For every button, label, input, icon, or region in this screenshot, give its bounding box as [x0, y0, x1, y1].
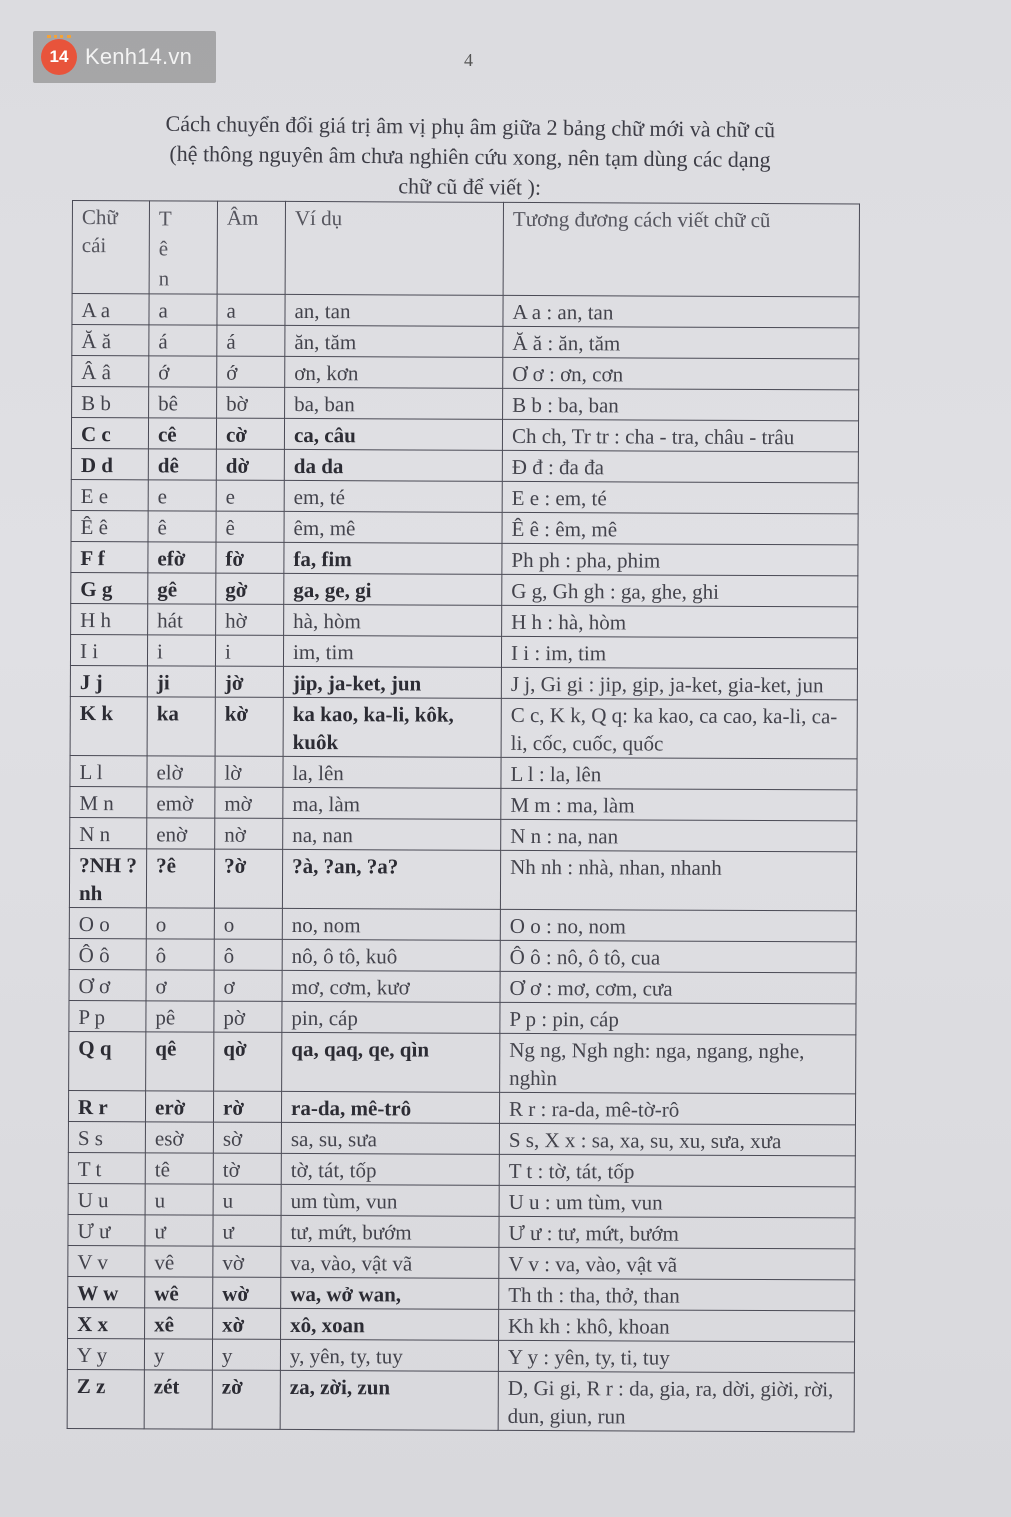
- cell-sound: wờ: [213, 1277, 281, 1308]
- cell-letter: N n: [70, 817, 147, 848]
- table-row: [72, 325, 859, 359]
- cell-old-equivalent: A a : an, tan: [503, 295, 859, 328]
- cell-example: jip, ja-ket, jun: [283, 666, 501, 698]
- cell-letter: Ư ư: [68, 1214, 145, 1245]
- cell-old-equivalent: Kh kh : khô, khoan: [499, 1309, 855, 1342]
- cell-name: xê: [145, 1308, 213, 1339]
- table-row: [71, 510, 858, 544]
- cell-sound: gờ: [216, 573, 284, 604]
- cell-example: wa, wở wan,: [281, 1277, 499, 1309]
- cell-example: ?à, ?an, ?a?: [282, 849, 500, 909]
- table-row: [70, 786, 857, 820]
- table-row: [69, 1000, 856, 1034]
- cell-old-equivalent: I i : im, tim: [501, 636, 857, 669]
- cell-sound: ơ: [214, 970, 282, 1001]
- cell-example: ka kao, ka-li, kôk, kuôk: [283, 697, 501, 757]
- cell-name: efờ: [148, 542, 216, 573]
- cell-example: va, vào, vật vã: [281, 1246, 499, 1278]
- cell-old-equivalent: R r : ra-da, mê-tờ-rô: [499, 1092, 855, 1125]
- cell-old-equivalent: Ph ph : pha, phim: [502, 543, 858, 576]
- cell-old-equivalent: Ch ch, Tr tr : cha - tra, châu - trâu: [502, 419, 858, 452]
- cell-letter: M n: [70, 786, 147, 817]
- table-row: [70, 755, 857, 789]
- cell-old-equivalent: M m : ma, làm: [501, 788, 857, 821]
- document-heading: [80, 108, 861, 206]
- cell-example: an, tan: [285, 294, 503, 326]
- cell-name: qê: [146, 1032, 214, 1091]
- table-header-row: [72, 201, 859, 297]
- cell-sound: ê: [216, 511, 284, 542]
- cell-sound: ?ờ: [214, 849, 282, 908]
- cell-letter: T t: [68, 1152, 145, 1183]
- cell-sound: qờ: [214, 1032, 282, 1091]
- cell-name: e: [148, 480, 216, 511]
- cell-example: fa, fim: [284, 542, 502, 574]
- cell-example: xô, xoan: [281, 1308, 499, 1340]
- cell-old-equivalent: L l : la, lên: [501, 757, 857, 790]
- table-row: [68, 1307, 855, 1341]
- cell-name: á: [149, 325, 217, 356]
- cell-letter: J j: [70, 665, 147, 696]
- cell-name: ji: [147, 666, 215, 697]
- cell-old-equivalent: U u : um tùm, vun: [499, 1185, 855, 1218]
- cell-sound: nờ: [215, 818, 283, 849]
- cell-sound: dờ: [216, 449, 284, 480]
- cell-name: tê: [145, 1153, 213, 1184]
- cell-old-equivalent: C c, K k, Q q: ka kao, ca cao, ka-li, ca-li, cốc, cuốc, quốc: [501, 698, 857, 759]
- cell-name: bê: [149, 387, 217, 418]
- cell-old-equivalent: Ă ă : ăn, tăm: [503, 326, 859, 359]
- cell-example: êm, mê: [284, 511, 502, 543]
- cell-old-equivalent: Đ đ : đa đa: [502, 450, 858, 483]
- cell-letter: B b: [72, 387, 149, 418]
- table-row: [71, 541, 858, 575]
- table-row: [68, 1090, 855, 1124]
- cell-old-equivalent: H h : hà, hòm: [502, 605, 858, 638]
- table-row: [68, 1152, 855, 1186]
- cell-old-equivalent: S s, X x : sa, xa, su, xu, sưa, xưa: [499, 1123, 855, 1156]
- cell-letter: D d: [71, 448, 148, 479]
- cell-name: enờ: [147, 818, 215, 849]
- cell-sound: jờ: [215, 666, 283, 697]
- cell-letter: C c: [71, 418, 148, 449]
- table-row: [68, 1183, 855, 1217]
- cell-sound: zờ: [212, 1370, 280, 1429]
- cell-sound: e: [216, 480, 284, 511]
- watermark-text: Kenh14.vn: [85, 44, 192, 69]
- cell-old-equivalent: V v : va, vào, vật vã: [499, 1247, 855, 1280]
- cell-sound: lờ: [215, 756, 283, 787]
- cell-sound: pờ: [214, 1001, 282, 1032]
- cell-sound: u: [213, 1184, 281, 1215]
- cell-sound: ớ: [217, 356, 285, 387]
- table-row: [67, 1338, 854, 1372]
- cell-name: esờ: [145, 1122, 213, 1153]
- header-old-equivalent: Tương đương cách viết chữ cũ: [503, 202, 859, 297]
- table-row: [69, 848, 856, 910]
- table-row: [71, 603, 858, 637]
- table-row: [72, 294, 859, 328]
- site-watermark: [33, 31, 216, 83]
- cell-letter: Z z: [67, 1369, 144, 1428]
- cell-name: dê: [148, 449, 216, 480]
- header-sound: Âm: [217, 201, 285, 294]
- cell-letter: Y y: [67, 1338, 144, 1369]
- cell-old-equivalent: J j, Gi gi : jip, gip, ja-ket, gia-ket, jun: [501, 667, 857, 700]
- cell-letter: Ă ă: [72, 325, 149, 356]
- cell-old-equivalent: D, Gi gi, R r : da, gia, ra, dời, giời, rời, dun, giun, run: [498, 1371, 854, 1432]
- cell-name: zét: [144, 1370, 212, 1429]
- cell-sound: bờ: [217, 387, 285, 418]
- cell-name: emờ: [147, 787, 215, 818]
- cell-old-equivalent: Ô ô : nô, ô tô, cua: [500, 940, 856, 973]
- kenh14-logo-icon: 14: [41, 39, 77, 75]
- cell-name: erờ: [145, 1091, 213, 1122]
- cell-sound: ư: [213, 1215, 281, 1246]
- cell-name: y: [144, 1339, 212, 1370]
- cell-example: y, yên, ty, tuy: [280, 1339, 498, 1371]
- cell-old-equivalent: Ơ ơ : mơ, cơm, cưa: [500, 971, 856, 1004]
- cell-letter: X x: [68, 1307, 145, 1338]
- cell-sound: sờ: [213, 1122, 281, 1153]
- cell-old-equivalent: B b : ba, ban: [503, 388, 859, 421]
- cell-letter: V v: [68, 1245, 145, 1276]
- cell-sound: hờ: [216, 604, 284, 635]
- cell-name: i: [147, 635, 215, 666]
- alphabet-conversion-table: [67, 200, 860, 1432]
- cell-example: im, tim: [283, 635, 501, 667]
- cell-old-equivalent: Th th : tha, thở, than: [499, 1278, 855, 1311]
- cell-old-equivalent: T t : tờ, tát, tốp: [499, 1154, 855, 1187]
- cell-example: ăn, tăm: [285, 325, 503, 357]
- table-row: [68, 1276, 855, 1310]
- cell-example: ra-da, mê-trô: [281, 1091, 499, 1123]
- cell-sound: rờ: [213, 1091, 281, 1122]
- header-name: [149, 201, 217, 294]
- heading-line: Cách chuyển đổi giá trị âm vị phụ âm giữa 2 bảng chữ mới và chữ cũ: [165, 110, 776, 143]
- table-body: [67, 201, 859, 1432]
- cell-example: na, nan: [283, 818, 501, 850]
- cell-example: pin, cáp: [282, 1001, 500, 1033]
- cell-example: za, zời, zun: [280, 1370, 498, 1430]
- cell-letter: H h: [71, 603, 148, 634]
- cell-example: um tùm, vun: [281, 1184, 499, 1216]
- cell-letter: I i: [70, 634, 147, 665]
- cell-name: ê: [148, 511, 216, 542]
- table-row: [72, 387, 859, 421]
- cell-letter: W w: [68, 1276, 145, 1307]
- cell-name: u: [145, 1184, 213, 1215]
- cell-name: ka: [147, 697, 215, 756]
- cell-example: ca, câu: [284, 418, 502, 450]
- cell-name: o: [146, 908, 214, 939]
- heading-line: (hệ thông nguyên âm chưa nghiên cứu xong, nên tạm dùng các dạng: [169, 140, 771, 173]
- cell-name: ơ: [146, 970, 214, 1001]
- cell-sound: xờ: [213, 1308, 281, 1339]
- cell-example: em, té: [284, 480, 502, 512]
- cell-letter: Ô ô: [69, 938, 146, 969]
- table-row: [69, 1031, 856, 1093]
- cell-sound: mờ: [215, 787, 283, 818]
- cell-sound: a: [217, 294, 285, 325]
- cell-name: elờ: [147, 756, 215, 787]
- cell-letter: Â â: [72, 356, 149, 387]
- cell-example: nô, ô tô, kuô: [282, 939, 500, 971]
- cell-name: ư: [145, 1215, 213, 1246]
- cell-letter: ?NH ?nh: [69, 848, 146, 907]
- cell-letter: U u: [68, 1183, 145, 1214]
- cell-example: la, lên: [283, 756, 501, 788]
- cell-sound: vờ: [213, 1246, 281, 1277]
- cell-example: mơ, cơm, kươ: [282, 970, 500, 1002]
- cell-old-equivalent: Y y : yên, ty, ti, tuy: [498, 1340, 854, 1373]
- header-letter: Chữ cái: [72, 201, 149, 294]
- cell-old-equivalent: O o : no, nom: [500, 909, 856, 942]
- cell-letter: A a: [72, 294, 149, 325]
- table-row: [71, 572, 858, 606]
- cell-letter: O o: [69, 907, 146, 938]
- table-row: [71, 448, 858, 482]
- cell-example: ba, ban: [285, 387, 503, 419]
- cell-old-equivalent: E e : em, té: [502, 481, 858, 514]
- cell-name: vê: [145, 1246, 213, 1277]
- cell-example: no, nom: [282, 908, 500, 940]
- cell-letter: F f: [71, 541, 148, 572]
- cell-letter: Q q: [69, 1031, 146, 1090]
- cell-example: ma, làm: [283, 787, 501, 819]
- cell-name: ớ: [149, 356, 217, 387]
- cell-letter: E e: [71, 479, 148, 510]
- table-row: [71, 418, 858, 452]
- cell-sound: ô: [214, 939, 282, 970]
- cell-name: hát: [148, 604, 216, 635]
- cell-sound: cờ: [216, 418, 284, 449]
- cell-name: gê: [148, 573, 216, 604]
- header-name-text: T ê n: [158, 206, 172, 291]
- heading-line: chữ cũ để viết ):: [398, 173, 542, 200]
- table-row: [69, 907, 856, 941]
- table-row: [70, 665, 857, 699]
- cell-old-equivalent: N n : na, nan: [501, 819, 857, 852]
- table-row: [69, 938, 856, 972]
- cell-sound: o: [214, 908, 282, 939]
- cell-name: a: [149, 294, 217, 325]
- cell-letter: Ơ ơ: [69, 969, 146, 1000]
- cell-letter: G g: [71, 572, 148, 603]
- cell-example: hà, hòm: [284, 604, 502, 636]
- cell-example: qa, qaq, qe, qìn: [282, 1032, 500, 1092]
- cell-sound: i: [215, 635, 283, 666]
- cell-letter: R r: [68, 1090, 145, 1121]
- cell-letter: P p: [69, 1000, 146, 1031]
- cell-old-equivalent: G g, Gh gh : ga, ghe, ghi: [502, 574, 858, 607]
- table-row: [70, 817, 857, 851]
- cell-letter: Ê ê: [71, 510, 148, 541]
- cell-example: ơn, kơn: [285, 356, 503, 388]
- cell-sound: tờ: [213, 1153, 281, 1184]
- cell-example: tờ, tát, tốp: [281, 1153, 499, 1185]
- cell-example: tư, mứt, bướm: [281, 1215, 499, 1247]
- table-row: [71, 479, 858, 513]
- cell-sound: fờ: [216, 542, 284, 573]
- cell-sound: á: [217, 325, 285, 356]
- cell-name: cê: [148, 418, 216, 449]
- table-row: [68, 1121, 855, 1155]
- cell-old-equivalent: Ng ng, Ngh ngh: nga, ngang, nghe, nghìn: [500, 1033, 856, 1094]
- cell-old-equivalent: Ơ ơ : ơn, cơn: [503, 357, 859, 390]
- page-number: 4: [464, 50, 473, 70]
- table-row: [69, 969, 856, 1003]
- header-example: Ví dụ: [285, 201, 503, 295]
- table-row: [68, 1245, 855, 1279]
- table-row: [67, 1369, 854, 1431]
- table-row: [72, 356, 859, 390]
- cell-name: wê: [145, 1277, 213, 1308]
- cell-example: sa, su, sưa: [281, 1122, 499, 1154]
- cell-name: pê: [146, 1001, 214, 1032]
- cell-name: ô: [146, 939, 214, 970]
- table-row: [70, 696, 857, 758]
- cell-sound: y: [212, 1339, 280, 1370]
- cell-example: da da: [284, 449, 502, 481]
- cell-sound: kờ: [215, 697, 283, 756]
- table-row: [68, 1214, 855, 1248]
- table-row: [70, 634, 857, 668]
- cell-letter: L l: [70, 755, 147, 786]
- cell-example: ga, ge, gi: [284, 573, 502, 605]
- cell-old-equivalent: Ê ê : êm, mê: [502, 512, 858, 545]
- cell-letter: K k: [70, 696, 147, 755]
- cell-old-equivalent: Nh nh : nhà, nhan, nhanh: [500, 850, 856, 911]
- cell-old-equivalent: P p : pin, cáp: [500, 1002, 856, 1035]
- cell-name: ?ê: [146, 849, 214, 908]
- cell-old-equivalent: Ư ư : tư, mứt, bướm: [499, 1216, 855, 1249]
- cell-letter: S s: [68, 1121, 145, 1152]
